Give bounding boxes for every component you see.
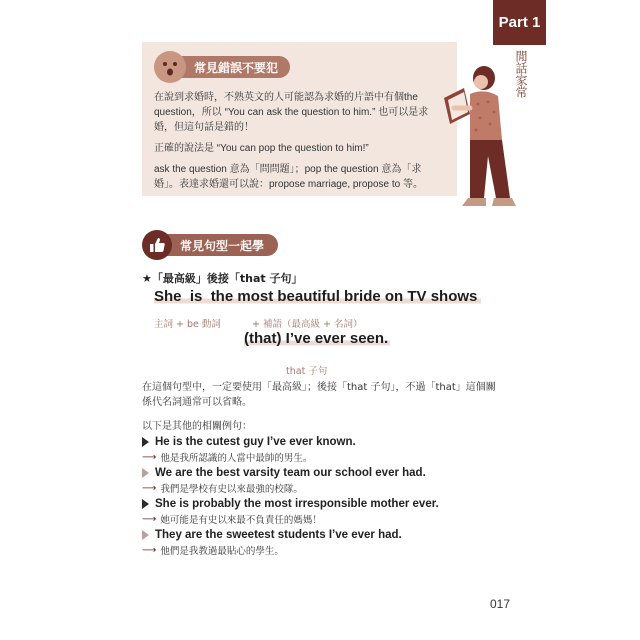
example-item — [142, 467, 522, 495]
part-tab-label: Part 1 — [498, 14, 541, 31]
triangle-bullet-icon — [142, 530, 149, 540]
triangle-bullet-icon — [142, 468, 149, 478]
example-item — [142, 436, 522, 464]
tip-paragraph: 正確的說法是 “You can pop the question to him!” — [154, 143, 369, 154]
thumbs-up-icon — [142, 230, 172, 260]
pattern-heading-label: 常見句型一起學 — [166, 234, 278, 256]
tip-text — [154, 90, 429, 198]
tip-paragraph: 在說到求婚時，不熟英文的人可能認為求婚的片語中有個the question，所以 “You can ask the question to him.” 也可以是求婚，但這句話是錯的！ — [154, 92, 429, 133]
examples-title: 以下是其他的相關例句： — [142, 421, 252, 432]
rule-title: ★「最高級」後接「that 子句」 — [142, 272, 303, 285]
label-complement: + 補語（最高級 + 名詞） — [252, 319, 363, 330]
arrow-right-icon: ⟶ — [142, 451, 157, 463]
example-chinese: 我們是學校有史以來最強的校隊。 — [160, 484, 303, 495]
arrow-right-icon: ⟶ — [142, 482, 157, 494]
example-item — [142, 529, 522, 557]
explanation-text: 在這個句型中，一定要使用「最高級」；後接「that 子句」，不過「that」這個關係代名詞通常可以省略。 — [142, 382, 496, 408]
example-english: They are the sweetest students I’ve ever had. — [155, 529, 402, 541]
pattern-heading — [142, 230, 278, 260]
pattern-sentence-line1: She is the most beautiful bride on TV shows — [154, 288, 481, 305]
label-subject-be: 主詞 + be 動詞 — [154, 319, 221, 330]
triangle-bullet-icon — [142, 437, 149, 447]
page-number: 017 — [490, 597, 511, 611]
pattern-sentence-line2: (that) I’ve ever seen. — [244, 330, 389, 347]
arrow-right-icon: ⟶ — [142, 513, 157, 525]
example-chinese: 他們是我教過最貼心的學生。 — [160, 546, 284, 557]
example-english: She is probably the most irresponsible mother ever. — [155, 498, 439, 510]
label-that-clause: that 子句 — [286, 366, 328, 377]
example-item — [142, 498, 522, 526]
part-tab — [493, 0, 546, 45]
example-chinese: 她可能是有史以來最不負責任的媽媽！ — [160, 515, 322, 526]
tip-paragraph: ask the question 意為「問問題」；pop the question 意為「求婚」。表達求婚還可以說：propose marriage, propose to 等。 — [154, 164, 423, 190]
tip-heading — [154, 52, 290, 82]
woman-reading-book-illustration — [440, 62, 525, 212]
arrow-right-icon: ⟶ — [142, 544, 157, 556]
tip-heading-label: 常見錯誤不要犯 — [180, 56, 290, 78]
chapter-side-label: 閒話家常 — [514, 50, 528, 98]
example-english: He is the cutest guy I’ve ever known. — [155, 436, 356, 448]
surprised-face-icon — [154, 51, 186, 83]
triangle-bullet-icon — [142, 499, 149, 509]
example-english: We are the best varsity team our school ever had. — [155, 467, 426, 479]
example-chinese: 他是我所認識的人當中最帥的男生。 — [160, 453, 313, 464]
